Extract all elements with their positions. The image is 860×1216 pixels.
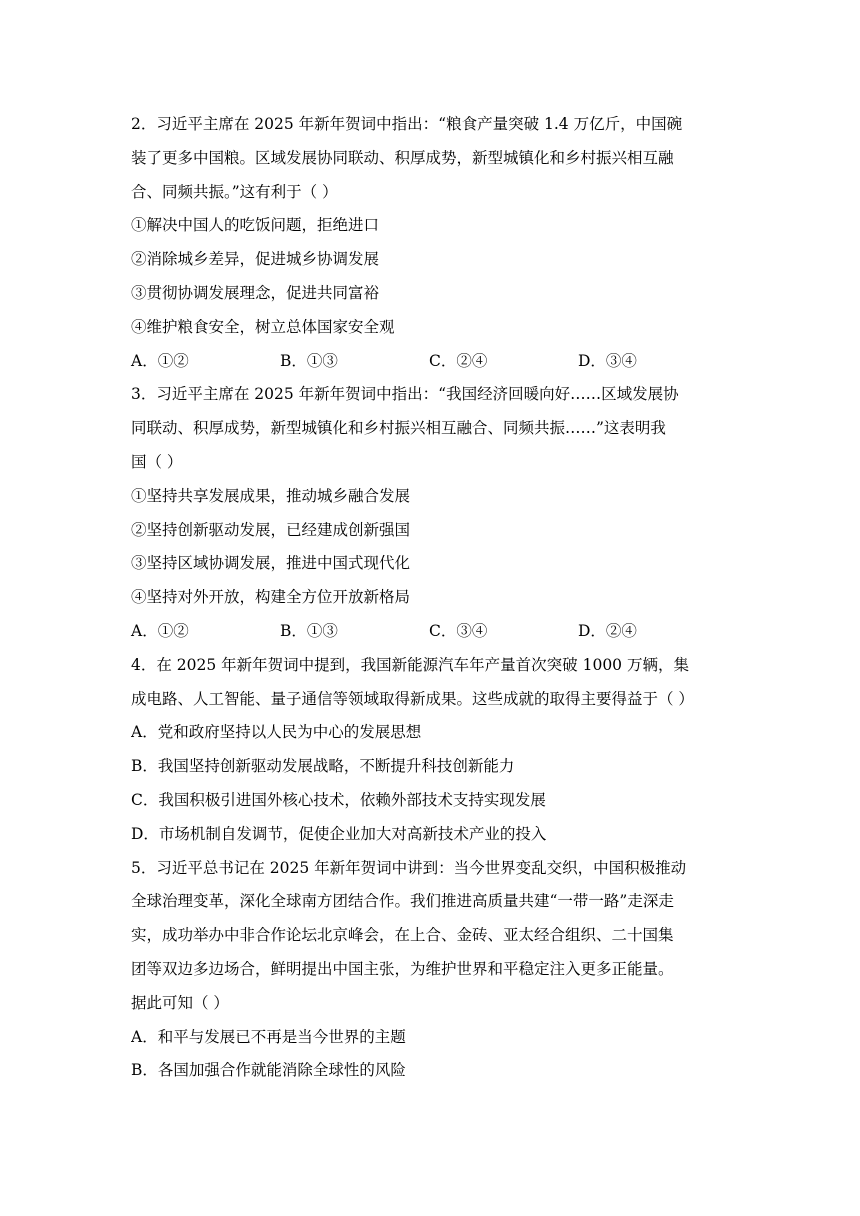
question-stem-line: 实，成功举办中非合作论坛北京峰会，在上合、金砖、亚太经合组织、二十国集: [131, 926, 674, 945]
answer-options: [131, 615, 731, 649]
option-c[interactable]: C．②④: [429, 351, 488, 370]
question-stem-line: 装了更多中国粮。区域发展协同联动、积厚成势，新型城镇化和乡村振兴相互融: [131, 148, 674, 167]
question-3: [131, 378, 731, 648]
option-b[interactable]: B．①③: [280, 351, 338, 370]
question-stem-line: 4．在 2025 年新年贺词中提到，我国新能源汽车年产量首次突破 1000 万辆，集: [131, 655, 689, 674]
option-a[interactable]: A．和平与发展已不再是当今世界的主题: [131, 1027, 406, 1046]
option-d[interactable]: D．③④: [578, 351, 637, 370]
question-stem-line: 同联动、积厚成势，新型城镇化和乡村振兴相互融合、同频共振……”这表明我: [131, 419, 666, 438]
option-d[interactable]: D．②④: [578, 621, 637, 640]
question-stem-line: 3．习近平主席在 2025 年新年贺词中指出：“我国经济回暖向好……区域发展协: [131, 385, 679, 404]
option-b[interactable]: B．①③: [280, 621, 338, 640]
option-a[interactable]: A．①②: [131, 621, 189, 640]
option-c[interactable]: C．③④: [429, 621, 488, 640]
question-stem-line: 国（ ）: [131, 452, 183, 471]
question-5: [131, 852, 731, 1089]
statement-item: ③坚持区域协调发展，推进中国式现代化: [131, 554, 411, 573]
option-d[interactable]: D．市场机制自发调节，促使企业加大对高新技术产业的投入: [131, 824, 547, 843]
option-b[interactable]: B．我国坚持创新驱动发展战略，不断提升科技创新能力: [131, 757, 515, 776]
question-stem-line: 2．习近平主席在 2025 年新年贺词中指出：“粮食产量突破 1.4 万亿斤，中国碗: [131, 115, 683, 133]
question-stem-line: 团等双边多边场合，鲜明提出中国主张，为维护世界和平稳定注入更多正能量。: [131, 959, 674, 978]
question-2: [131, 108, 731, 378]
statement-item: ①解决中国人的吃饭问题，拒绝进口: [131, 216, 380, 235]
statement-item: ②消除城乡差异，促进城乡协调发展: [131, 250, 380, 269]
option-c[interactable]: C．我国积极引进国外核心技术，依赖外部技术支持实现发展: [131, 790, 546, 809]
statement-item: ③贯彻协调发展理念，促进共同富裕: [131, 283, 380, 302]
statement-item: ④坚持对外开放，构建全方位开放新格局: [131, 588, 411, 607]
question-stem-line: 全球治理变革，深化全球南方团结合作。我们推进高质量共建“一带一路”走深走: [131, 892, 674, 911]
question-stem-line: 据此可知（ ）: [131, 993, 229, 1012]
option-a[interactable]: A．党和政府坚持以人民为中心的发展思想: [131, 723, 422, 742]
option-a[interactable]: A．①②: [131, 351, 189, 370]
question-stem-line: 5．习近平总书记在 2025 年新年贺词中讲到：当今世界变乱交织，中国积极推动: [131, 858, 687, 877]
question-4: [131, 649, 731, 852]
statement-item: ①坚持共享发展成果，推动城乡融合发展: [131, 486, 411, 505]
statement-item: ④维护粮食安全，树立总体国家安全观: [131, 317, 395, 336]
statement-item: ②坚持创新驱动发展，已经建成创新强国: [131, 520, 411, 539]
question-stem-line: 合、同频共振。”这有利于（ ）: [131, 182, 338, 201]
option-b[interactable]: B．各国加强合作就能消除全球性的风险: [131, 1061, 406, 1080]
question-list: [131, 108, 731, 1088]
question-stem-line: 成电路、人工智能、量子通信等领域取得新成果。这些成就的取得主要得益于（ ）: [131, 689, 694, 708]
answer-options: [131, 345, 731, 379]
